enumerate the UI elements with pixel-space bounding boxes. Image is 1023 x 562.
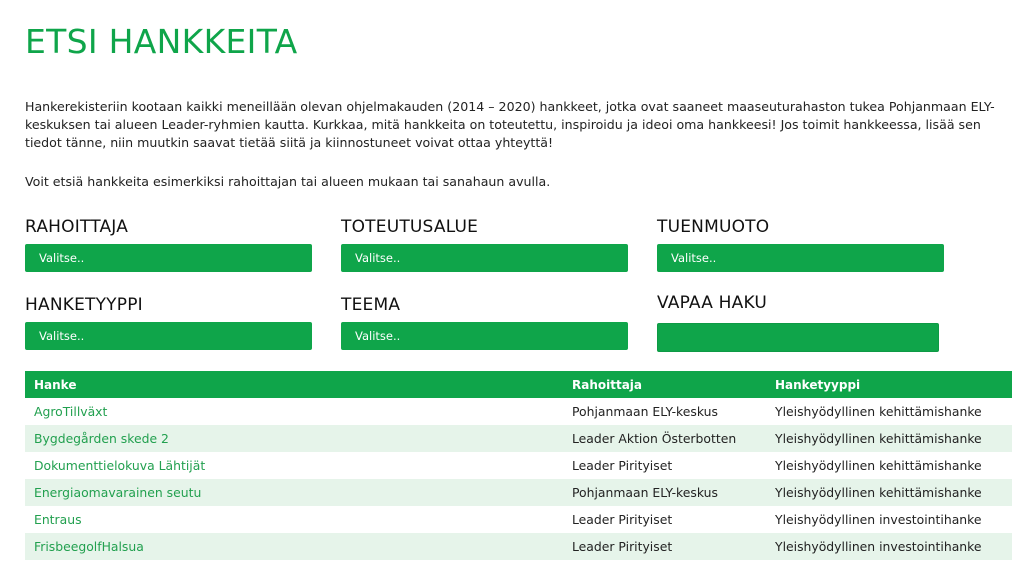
project-link[interactable]: AgroTillväxt — [34, 404, 108, 419]
cell-hanketyyppi: Yleishyödyllinen kehittämishanke — [775, 431, 982, 446]
project-link[interactable]: Dokumenttielokuva Lähtijät — [34, 458, 206, 473]
project-link[interactable]: FrisbeegolfHalsua — [34, 539, 144, 554]
table-row — [25, 452, 1012, 479]
cell-hanke — [25, 398, 563, 425]
cell-hanketyyppi: Yleishyödyllinen investointihanke — [775, 512, 982, 527]
cell-hanke — [25, 425, 563, 452]
column-header-hanketyyppi[interactable]: Hanketyyppi — [775, 377, 861, 392]
filter-label-vapaa-haku: VAPAA HAKU — [657, 293, 768, 313]
filter-teema — [341, 294, 628, 350]
cell-rahoittaja: Leader Aktion Österbotten — [572, 431, 737, 446]
cell-hanke — [25, 533, 563, 560]
project-link[interactable]: Energiaomavarainen seutu — [34, 485, 202, 500]
cell-rahoittaja: Leader Pirityiset — [572, 512, 673, 527]
project-link[interactable]: Bygdegården skede 2 — [34, 431, 169, 446]
cell-hanketyyppi: Yleishyödyllinen kehittämishanke — [775, 458, 982, 473]
table-row — [25, 506, 1012, 533]
results-table — [25, 371, 1012, 560]
cell-rahoittaja: Leader Pirityiset — [572, 458, 673, 473]
cell-hanke — [25, 479, 563, 506]
table-header-row — [25, 371, 1012, 398]
filter-label-teema: TEEMA — [341, 295, 401, 315]
filter-hanketyyppi — [25, 294, 312, 350]
filter-toteutusalue — [341, 216, 628, 272]
filter-label-rahoittaja: RAHOITTAJA — [25, 217, 129, 237]
hanketyyppi-select[interactable]: Valitse.. — [25, 322, 312, 350]
filter-tuenmuoto — [657, 216, 944, 272]
vapaa-haku-input[interactable] — [657, 323, 939, 352]
filter-label-toteutusalue: TOTEUTUSALUE — [341, 217, 479, 237]
toteutusalue-select[interactable]: Valitse.. — [341, 244, 628, 272]
column-header-hanke[interactable]: Hanke — [34, 377, 77, 392]
cell-rahoittaja: Pohjanmaan ELY-keskus — [572, 485, 718, 500]
cell-rahoittaja: Leader Pirityiset — [572, 539, 673, 554]
filter-label-hanketyyppi: HANKETYYPPI — [25, 295, 143, 315]
table-row — [25, 398, 1012, 425]
column-header-rahoittaja[interactable]: Rahoittaja — [572, 377, 643, 392]
cell-hanketyyppi: Yleishyödyllinen kehittämishanke — [775, 485, 982, 500]
page-title: ETSI HANKKEITA — [25, 22, 298, 61]
cell-rahoittaja: Pohjanmaan ELY-keskus — [572, 404, 718, 419]
cell-hanketyyppi: Yleishyödyllinen investointihanke — [775, 539, 982, 554]
table-row — [25, 533, 1012, 560]
filter-label-tuenmuoto: TUENMUOTO — [657, 217, 770, 237]
rahoittaja-select[interactable]: Valitse.. — [25, 244, 312, 272]
filter-vapaa-haku — [657, 292, 944, 352]
teema-select[interactable]: Valitse.. — [341, 322, 628, 350]
filter-rahoittaja — [25, 216, 312, 272]
cell-hanketyyppi: Yleishyödyllinen kehittämishanke — [775, 404, 982, 419]
intro-hint: Voit etsiä hankkeita esimerkiksi rahoittajan tai alueen mukaan tai sanahaun avulla. — [25, 174, 551, 189]
cell-hanke — [25, 452, 563, 479]
table-row — [25, 425, 1012, 452]
project-link[interactable]: Entraus — [34, 512, 82, 527]
tuenmuoto-select[interactable]: Valitse.. — [657, 244, 944, 272]
cell-hanke — [25, 506, 563, 533]
table-row — [25, 479, 1012, 506]
intro-paragraph: Hankerekisteriin kootaan kaikki meneillään olevan ohjelmakauden (2014 – 2020) hankkeet, jotka ovat saaneet maaseuturahaston tukea Pohjanmaan ELY-keskuksen tai alueen Leader-ryhmien kautta. Kurkkaa, mitä hankkeita on toteutettu, inspiroidu ja ideoi oma hankkeesi! Jos toimit hankkeessa, lisää sen tiedot tänne, niin muutkin saavat tietää siitä ja kiinnostuneet voivat ottaa yhteyttä! — [25, 99, 995, 150]
